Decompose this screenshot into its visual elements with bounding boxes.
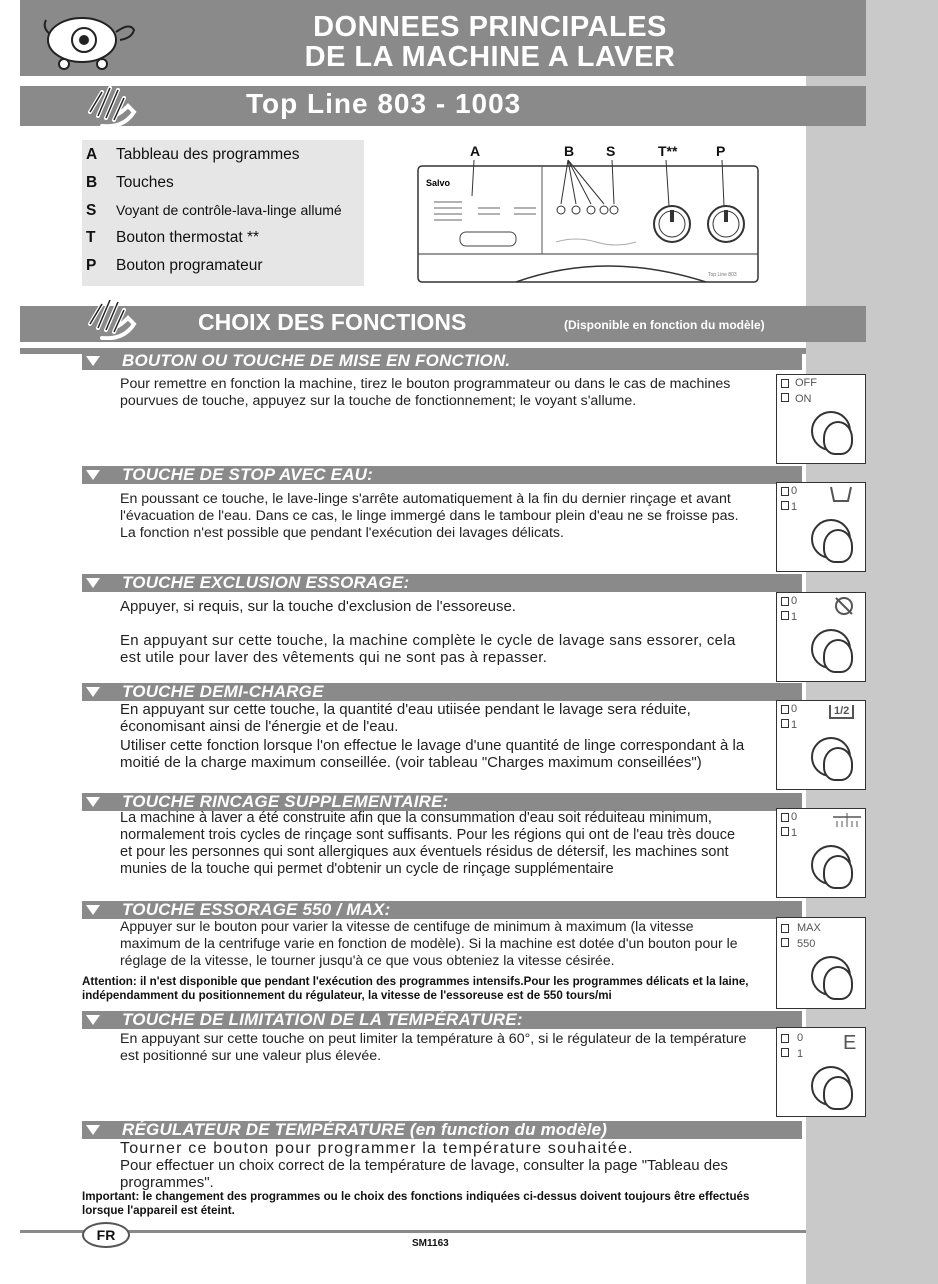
control-panel-diagram: [416, 142, 762, 290]
brand-logo: Salvo: [426, 178, 451, 188]
half-load-icon: 1/2: [829, 705, 854, 719]
legend-item: P Bouton programateur: [86, 257, 263, 274]
legend-item: S Voyant de contrôle-lava-linge allumé: [86, 202, 342, 219]
model-tag: Top Line 803: [708, 272, 737, 278]
section-text: La machine à laver a été construite afin que la consummation d'eau soit réduiteau minimum, normalement trois cycles de rinçage sont suffisants. Pour les régions qui ont de l'eau très douce et pour les personnes qui sont allergiques aux éventuels résidus de détersif, les machines sont munies de la touche qui permet d'obtenir un cycle de rinçage supplémentaire: [120, 810, 736, 877]
section-note: Attention: il n'est disponible que pendant l'exécution des programmes intensifs.Pour les programmes délicats et la laine, indépendamment du positionnement du régulateur, la vitesse de l'essoreuse est de 550 tours/mi: [82, 975, 749, 1002]
spin-exclusion-button-illustration: 0 1: [776, 592, 866, 682]
half-load-button-illustration: 0 1 1/2: [776, 700, 866, 790]
temperature-limit-button-illustration: 0 1 E: [776, 1027, 866, 1117]
no-spin-icon: [833, 595, 855, 621]
section-header: TOUCHE ESSORAGE 550 / MAX:: [82, 901, 802, 919]
section-text: Tourner ce bouton pour programmer la température souhaitée.: [120, 1140, 634, 1157]
section-text: En appuyant sur cette touche, la machine complète le cycle de lavage sans essorer, cela est utile pour laver des vêtements qui ne sont pas à repasser.: [120, 632, 736, 666]
important-note: Important: le changement des programmes ou le choix des fonctions indiquées ci-dessus doivent toujours être effectués lorsque l'appareil est éteint.: [82, 1190, 750, 1217]
diagram-label-p: P: [716, 143, 726, 159]
power-button-illustration: OFF ON: [776, 374, 866, 464]
hand-icon: [84, 294, 140, 340]
legend-item: B Touches: [86, 174, 174, 191]
section-header: TOUCHE DE LIMITATION DE LA TEMPÉRATURE:: [82, 1011, 802, 1029]
section-header: TOUCHE EXCLUSION ESSORAGE:: [82, 574, 802, 592]
temperature-limit-icon: E: [843, 1032, 857, 1054]
legend-item: T Bouton thermostat **: [86, 229, 260, 246]
section-text: Pour remettre en fonction la machine, tirez le bouton programmateur ou dans le cas de machines pourvues de touche, appuyez sur la touche de fonctionnement; le voyant s'allume.: [120, 376, 731, 409]
diagram-label-t: T**: [658, 143, 678, 159]
diagram-label-b: B: [564, 143, 575, 159]
washing-machine-mascot-icon: [40, 8, 140, 70]
legend-item: A Tabbleau des programmes: [86, 146, 300, 163]
spin-speed-button-illustration: MAX 550: [776, 917, 866, 1009]
diagram-label-s: S: [606, 143, 616, 159]
section-text: Pour effectuer un choix correct de la température de lavage, consulter la page "Tableau des programmes".: [120, 1157, 728, 1191]
section-text: Appuyer sur le bouton pour varier la vitesse de centifuge de minimum à maximum (la vitesse maximum de la centrifuge varie en fonction de modèle). Si la machine est dotée d'un bouton pour le réglage de la vitesse, le tourner jusqu'à ce que vous obteniez la vitesse césirée.: [120, 918, 738, 968]
section-header: BOUTON OU TOUCHE DE MISE EN FONCTION.: [82, 352, 802, 370]
section-text: Appuyer, si requis, sur la touche d'exclusion de l'essoreuse.: [120, 598, 516, 615]
section-text: En appuyant sur cette touche on peut limiter la température à 60°, si le régulateur de la température est positionné sur une valeur plus élevée.: [120, 1031, 747, 1064]
section-header: TOUCHE RINCAGE SUPPLEMENTAIRE:: [82, 793, 802, 811]
tub-icon: [829, 485, 853, 507]
hand-icon: [84, 82, 140, 128]
stop-with-water-button-illustration: 0 1: [776, 482, 866, 572]
diagram-label-a: A: [470, 143, 481, 159]
page-title: DONNEES PRINCIPALES DE LA MACHINE A LAVER: [304, 11, 676, 73]
document-code: SM1163: [412, 1238, 449, 1249]
functions-subtitle: (Disponible en fonction du modèle): [564, 318, 765, 332]
footer-rule: [20, 1230, 806, 1233]
extra-rinse-button-illustration: 0 1: [776, 808, 866, 898]
section-text: En appuyant sur cette touche, la quantité d'eau utiisée pendant le lavage sera réduite, économisant ainsi de l'énergie et de l'eau.: [120, 701, 691, 735]
section-text: En poussant ce touche, le lave-linge s'arrête automatiquement à la fin du dernier rinçage et avant l'évacuation de l'eau. Dans ce cas, le linge immergé dans le tambour plein d'eau ne se froisse pas. La fonction n'est possible que pendant l'exécution dei lavages délicats.: [120, 491, 739, 541]
section-header: RÉGULATEUR DE TEMPÉRATURE (en function du modèle): [82, 1121, 802, 1139]
section-header: TOUCHE DEMI-CHARGE: [82, 683, 802, 701]
language-badge: FR: [82, 1222, 130, 1248]
legend-box: [82, 140, 364, 286]
section-header: TOUCHE DE STOP AVEC EAU:: [82, 466, 802, 484]
functions-title: CHOIX DES FONCTIONS: [198, 309, 467, 335]
rinse-icon: [833, 813, 861, 833]
model-title: Top Line 803 - 1003: [246, 88, 522, 119]
section-text: Utiliser cette fonction lorsque l'on effectue le lavage d'une quantité de linge correspondant à la moitié de la charge maximum conseillée. (voir tableau "Charges maximum conseillées"): [120, 737, 745, 771]
